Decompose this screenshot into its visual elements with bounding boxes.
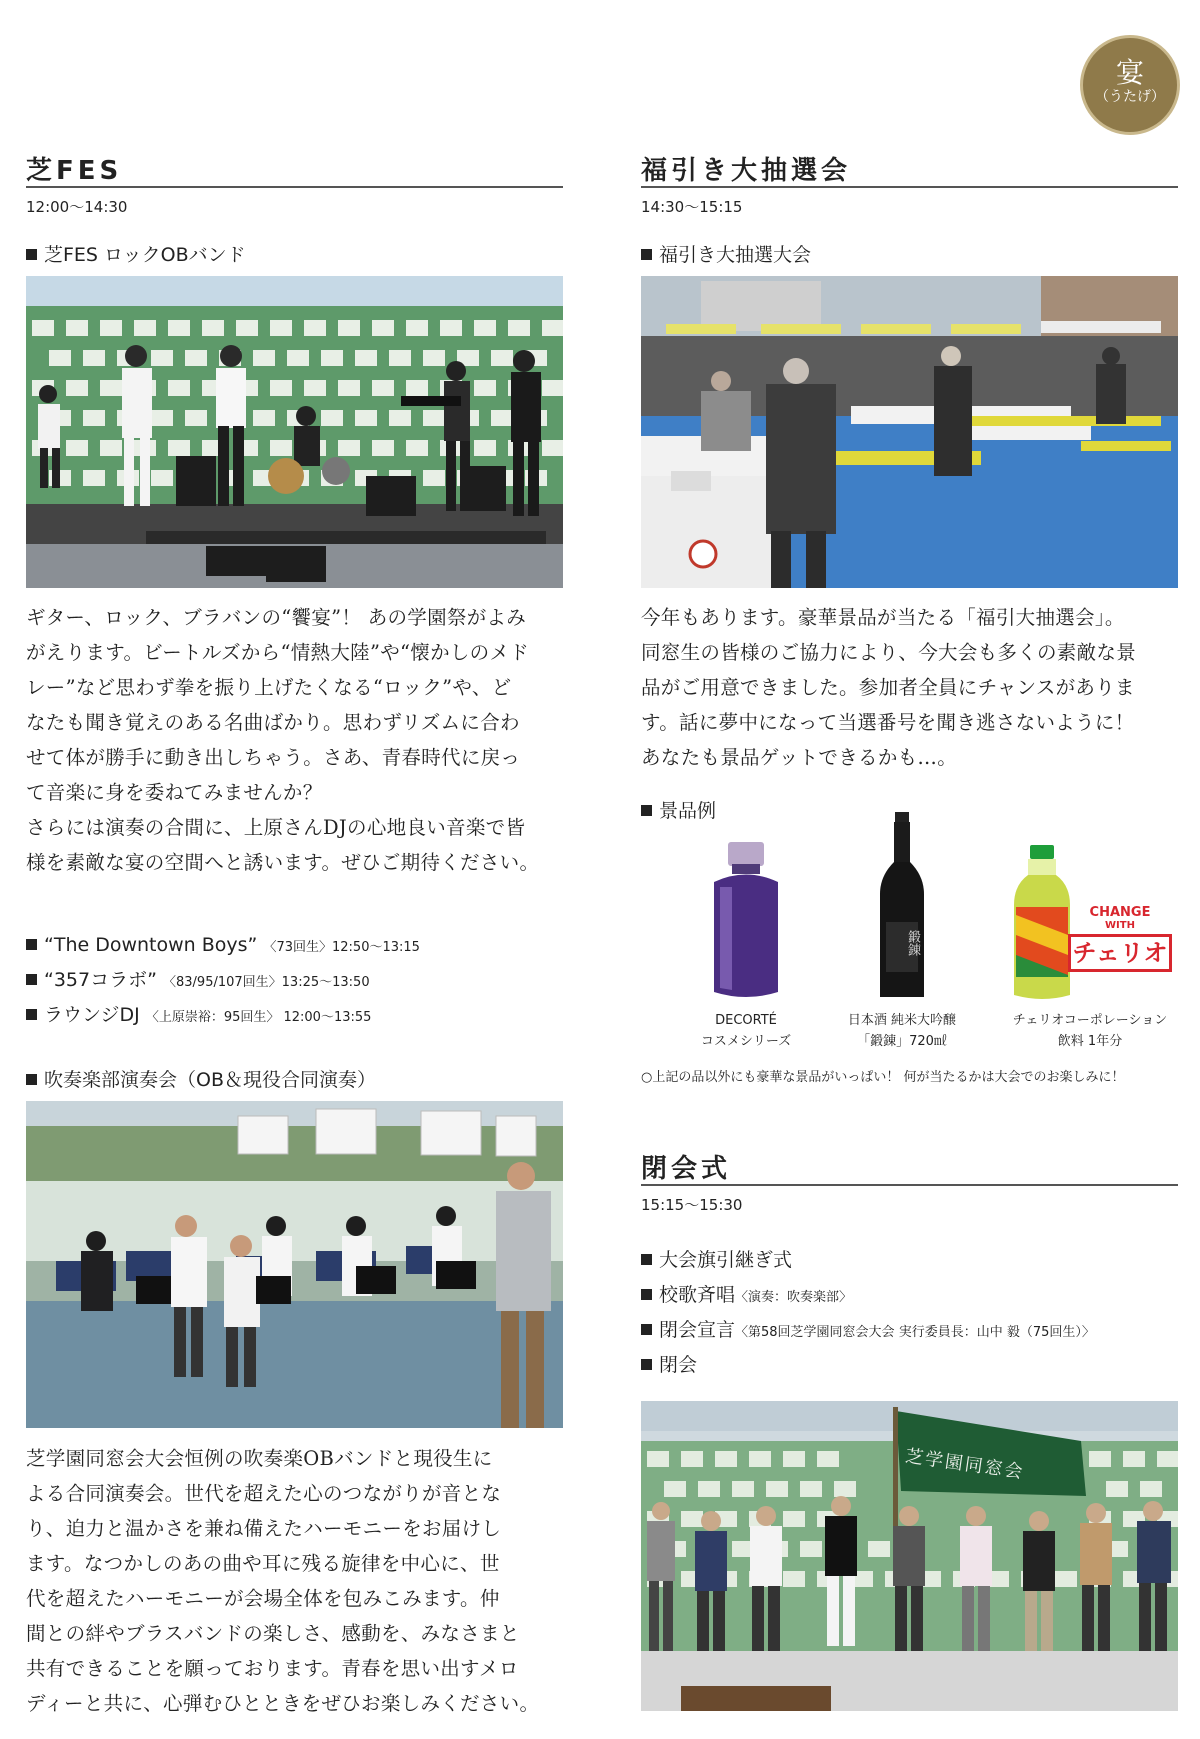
square-bullet-icon [641,805,652,816]
list-item: “357コラボ” 〈83/95/107回生〉13:25〜13:50 [26,964,566,999]
square-bullet-icon [26,939,37,950]
list-item: ラウンジDJ 〈上原崇裕：95回生〉 12:00〜13:55 [26,999,566,1034]
square-bullet-icon [26,249,37,260]
list-item: 閉会 [641,1349,1186,1384]
square-bullet-icon [641,1254,652,1265]
badge-kanji: 宴 [1115,56,1144,89]
lineup-list [26,929,566,1034]
closing-program [641,1244,1186,1384]
closing-title: 閉会式 [641,1154,732,1184]
lottery-photo [641,276,1178,588]
closing-section [641,1148,1178,1215]
section-badge [1080,35,1180,135]
square-bullet-icon [641,1289,652,1300]
square-bullet-icon [641,249,652,260]
list-item: 閉会宣言〈第58回芝学園同窓会大会 実行委員長：山中 毅（75回生）〉 [641,1314,1186,1349]
lottery-heading: 福引き大抽選大会 [641,240,811,267]
brassband-heading: 吹奏楽部演奏会（OB＆現役合同演奏） [26,1065,376,1092]
cosme-bottle-image [706,842,786,1002]
prize-caption-sake: 日本酒 純米大吟醸 「鍛錬」720㎖ [847,1013,957,1049]
square-bullet-icon [641,1359,652,1370]
list-item: “The Downtown Boys” 〈73回生〉12:50〜13:15 [26,929,566,964]
cheerio-logo: CHANGE WITH チェリオ [1068,906,1172,972]
prizes-note: ○上記の品以外にも豪華な景品がいっぱい！ 何が当たるかは大会でのお楽しみに！ [641,1070,1125,1085]
lottery-section [641,150,1178,217]
square-bullet-icon [26,974,37,985]
badge-reading: （うたげ） [1095,89,1165,105]
flag-text: 芝学園同窓会 [903,1445,1026,1484]
lottery-description: 今年もあります。豪華景品が当たる「福引大抽選会」。 同窓生の皆様のご協力により、今大会も多くの素敵な景 品がご用意できました。参加者全員にチャンスがありま す。話に夢中になって当選番号を聞き逃さないように！ あなたも景品ゲットできるかも…。 [641,606,1136,769]
prizes-heading: 景品例 [641,796,716,823]
square-bullet-icon [641,1324,652,1335]
prize-caption-cosme: DECORTÉ コスメシリーズ [700,1013,792,1049]
shibafes-section [26,150,563,217]
rockob-description: ギター、ロック、ブラバンの“饗宴”！ あの学園祭がよみ がえります。ビートルズから“情熱大陸”や“懐かしのメド レー”など思わず拳を振り上げたくなる“ロック”や、ど なたも聞き覚えのある名曲ばかり。思わずリズムに合わ せて体が勝手に動き出しちゃう。さあ、青春時代に戻っ て音楽に身を委ねてみませんか？ さらには演奏の合間に、上原さんDJの心地良い音楽で皆 様を素敵な宴の空間へと誘います。ぜひご期待ください。 [26,606,540,874]
rock-band-photo [26,276,563,588]
cheerio-drink-image [1010,845,1074,1003]
brass-band-photo [26,1101,563,1428]
rockob-heading: 芝FES ロックOBバンド [26,240,246,267]
closing-time: 15:15〜15:30 [641,1196,743,1214]
list-item: 大会旗引継ぎ式 [641,1244,1186,1279]
brassband-description: 芝学園同窓会大会恒例の吹奏楽OBバンドと現役生に よる合同演奏会。世代を超えた心のつながりが音とな り、迫力と温かさを兼ね備えたハーモニーをお届けし ます。なつかしのあの曲や耳に残る旋律を中心に、世 代を超えたハーモニーが会場全体を包みこみます。仲 間との絆やブラスバンドの楽しさ、感動を、みなさまと 共有できることを願っております。青春を思い出すメロ ディーと共に、心弾むひとときをぜひお楽しみください。 [26,1447,540,1715]
square-bullet-icon [26,1074,37,1085]
lottery-title: 福引き大抽選会 [641,156,852,186]
square-bullet-icon [26,1009,37,1020]
title-rule [641,1184,1178,1186]
title-rule [26,186,563,188]
title-rule [641,186,1178,188]
sake-label-text: 鍛錬 [905,930,920,956]
lottery-time: 14:30〜15:15 [641,198,743,216]
list-item: 校歌斉唱〈演奏：吹奏楽部〉 [641,1279,1186,1314]
shibafes-title: 芝FES [26,156,123,186]
sake-bottle-image [872,812,932,1002]
shibafes-time: 12:00〜14:30 [26,198,128,216]
prize-caption-cheerio: チェリオコーポレーション 飲料 1年分 [1012,1013,1168,1049]
